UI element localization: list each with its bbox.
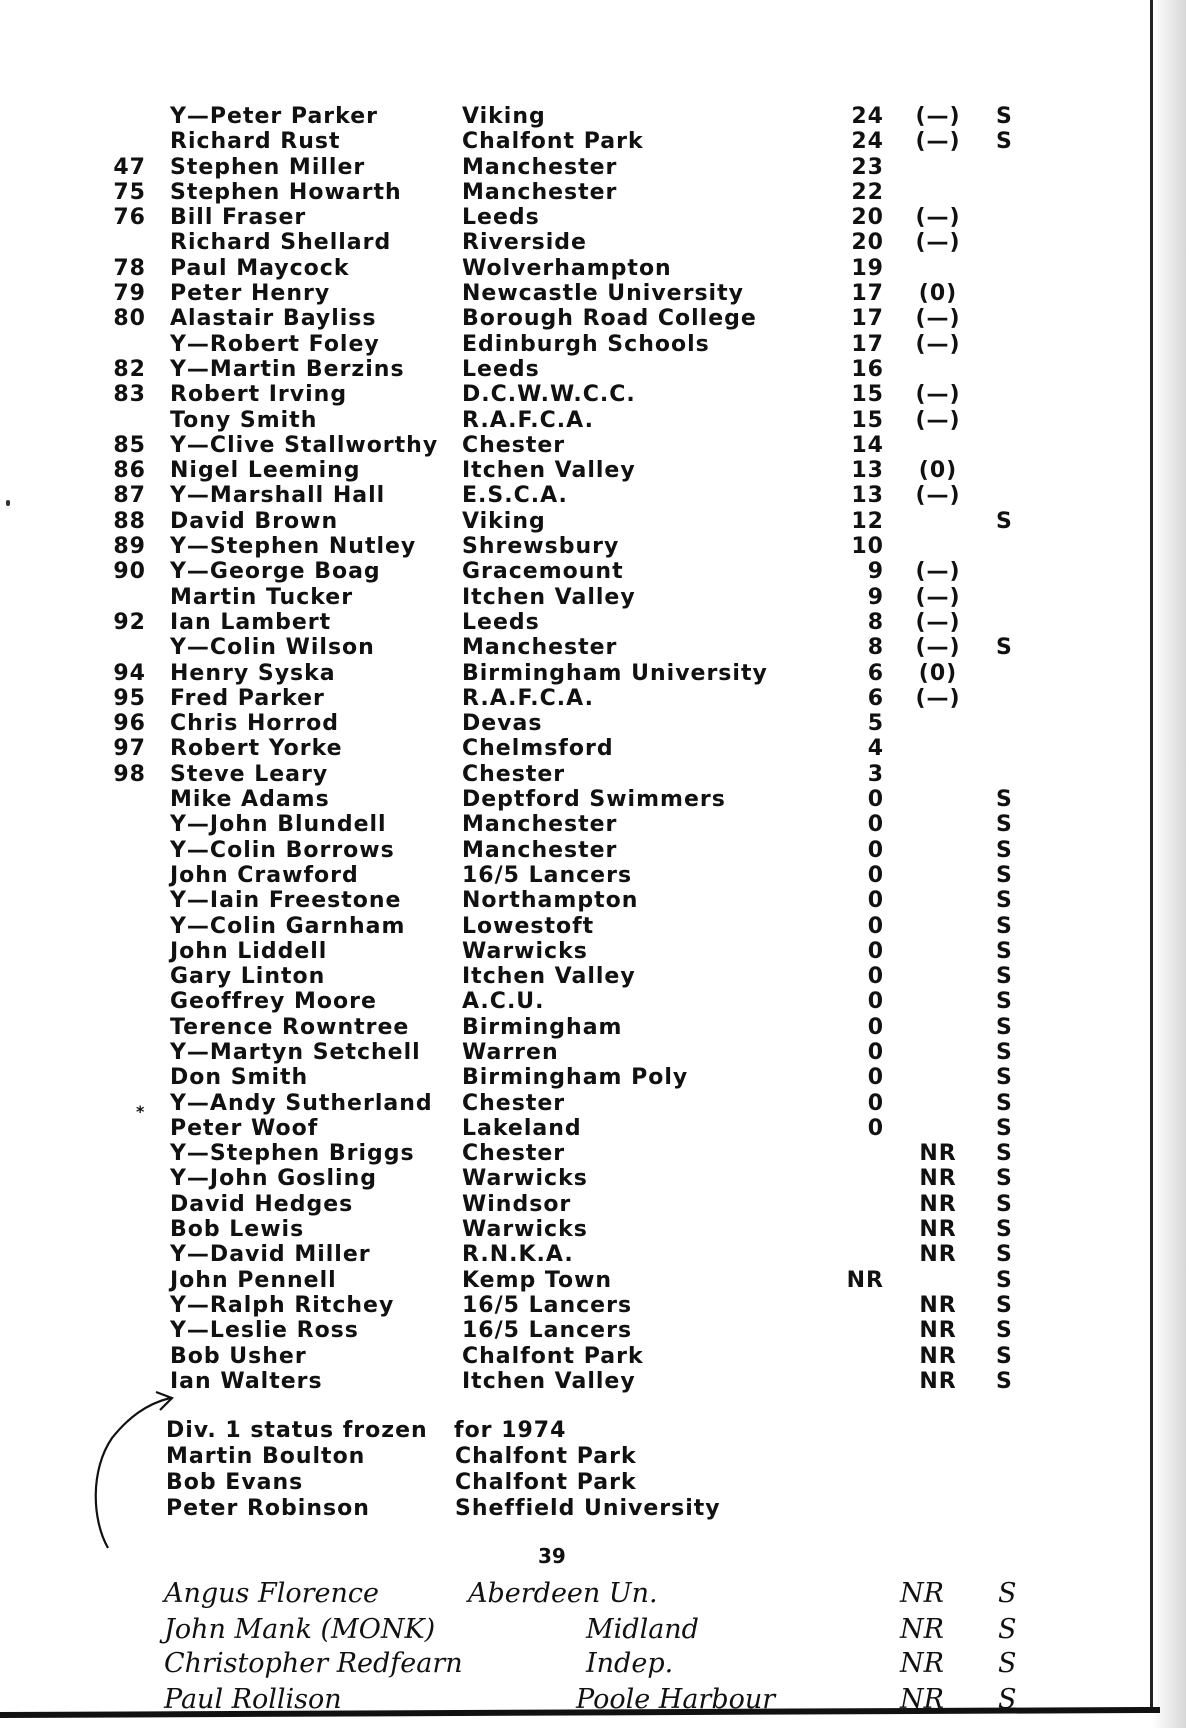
row-score: 17 [851,281,884,307]
row-club: R.A.F.C.A. [462,685,594,711]
row-club: Warwicks [462,938,588,964]
frozen-club: Chalfont Park [455,1470,637,1495]
row-score: 17 [851,306,884,332]
row-score: 17 [851,331,884,357]
row-club: Lakeland [462,1115,582,1141]
row-s-mark: S [996,1166,1013,1192]
row-name: Robert Irving [170,382,348,408]
row-club: Windsor [462,1191,572,1217]
row-score: 0 [867,1115,884,1141]
hand-nr: NR [900,1648,944,1679]
row-name: Stephen Miller [170,154,366,180]
hand-nr: NR [900,1578,944,1609]
frozen-label: Div. 1 status frozen [166,1418,428,1443]
row-name: Ian Walters [170,1368,323,1394]
row-score: 14 [851,432,884,458]
row-club: Leeds [462,609,540,635]
row-s-mark: S [996,837,1013,863]
row-name: Terence Rowntree [170,1014,410,1040]
row-club: Birmingham Poly [462,1065,689,1091]
row-score: 20 [851,205,884,231]
frozen-year: for 1974 [454,1418,567,1443]
row-s-mark: S [996,104,1013,129]
row-status: NR [919,1217,957,1243]
row-position: 83 [113,382,146,408]
row-club: Manchester [462,154,618,180]
row-club: Gracemount [462,559,624,585]
row-name: Y—Iain Freestone [170,888,402,914]
row-name: Stephen Howarth [170,179,402,205]
hand-name: Angus Florence [164,1578,379,1609]
row-club: Chester [462,1141,566,1167]
row-score: 8 [867,609,884,635]
row-s-mark: S [996,1065,1013,1091]
row-club: R.A.F.C.A. [462,407,594,433]
frozen-name: Bob Evans [166,1470,304,1495]
hand-s: S [998,1578,1017,1609]
hand-name: Paul Rollison [164,1684,342,1715]
row-name: Robert Yorke [170,736,343,762]
row-club: Devas [462,711,543,737]
star-mark: * [136,1102,145,1121]
row-club: Edinburgh Schools [462,331,710,357]
row-score: 20 [851,230,884,256]
row-status: (—) [915,306,961,332]
row-status: NR [919,1292,957,1318]
row-club: Shrewsbury [462,534,620,560]
row-name: Y—Ralph Ritchey [170,1292,395,1318]
row-status: NR [919,1166,957,1192]
row-club: Itchen Valley [462,1368,636,1394]
row-s-mark: S [996,1368,1013,1394]
row-score: 0 [867,1039,884,1065]
row-name: Y—Peter Parker [170,104,378,129]
row-club: Chester [462,761,566,787]
row-name: Y—Marshall Hall [170,483,386,509]
row-position: 96 [113,711,146,737]
row-s-mark: S [996,812,1013,838]
row-score: 10 [851,534,884,560]
row-s-mark: S [996,1343,1013,1369]
row-name: Y—Andy Sutherland [170,1090,433,1116]
row-name: Y—Stephen Nutley [170,534,417,560]
row-name: Y—David Miller [170,1242,371,1268]
row-club: Leeds [462,205,540,231]
row-score: 6 [867,685,884,711]
row-s-mark: S [996,888,1013,914]
row-name: Chris Horrod [170,711,340,737]
row-name: Bill Fraser [170,205,307,231]
row-score: 9 [867,559,884,585]
row-position: 79 [113,281,146,307]
row-score: 24 [851,129,884,155]
row-score: 5 [867,711,884,737]
row-score: 4 [867,736,884,762]
row-club: Manchester [462,179,618,205]
row-status: (—) [915,407,961,433]
frozen-name: Peter Robinson [166,1496,370,1521]
row-status: (—) [915,382,961,408]
row-club: Leeds [462,356,540,382]
row-name: Fred Parker [170,685,325,711]
row-name: Y—John Blundell [170,812,387,838]
row-name: Peter Henry [170,281,331,307]
row-club: Viking [462,104,546,129]
row-club: Lowestoft [462,913,595,939]
row-s-mark: S [996,1191,1013,1217]
row-score: NR [846,1267,884,1293]
row-score: 13 [851,483,884,509]
row-club: R.N.K.A. [462,1242,574,1268]
row-score: 24 [851,104,884,129]
row-score: 8 [867,635,884,661]
row-club: Viking [462,508,546,534]
row-position: 47 [113,154,146,180]
row-name: Tony Smith [170,407,318,433]
row-name: Bob Lewis [170,1217,305,1243]
row-club: Manchester [462,635,618,661]
row-status: (0) [918,281,958,307]
hand-nr: NR [900,1684,944,1715]
row-club: Itchen Valley [462,458,636,484]
row-name: Mike Adams [170,787,330,813]
row-score: 0 [867,938,884,964]
row-status: NR [919,1318,957,1344]
row-name: Y—Leslie Ross [170,1318,359,1344]
row-status: (—) [915,635,961,661]
row-club: Chalfont Park [462,1343,644,1369]
row-club: 16/5 Lancers [462,1318,633,1344]
row-score: 9 [867,584,884,610]
row-position: 78 [113,255,146,281]
hand-s: S [998,1684,1017,1715]
row-score: 0 [867,1065,884,1091]
row-status: (—) [915,104,961,129]
row-club: Manchester [462,837,618,863]
row-score: 22 [851,179,884,205]
row-club: Chester [462,432,566,458]
row-name: Martin Tucker [170,584,354,610]
hand-s: S [998,1614,1017,1645]
hand-nr: NR [900,1614,944,1645]
row-score: 15 [851,407,884,433]
row-club: Itchen Valley [462,584,636,610]
row-position: 90 [113,559,146,585]
row-position: 85 [113,432,146,458]
row-s-mark: S [996,1217,1013,1243]
row-club: 16/5 Lancers [462,1292,633,1318]
row-name: John Pennell [170,1267,337,1293]
row-name: Y—Colin Wilson [170,635,375,661]
row-status: (—) [915,230,961,256]
row-status: (—) [915,483,961,509]
row-position: 94 [113,660,146,686]
row-club: Itchen Valley [462,964,636,990]
row-s-mark: S [996,938,1013,964]
row-club: Chelmsford [462,736,614,762]
row-s-mark: S [996,964,1013,990]
row-s-mark: S [996,129,1013,155]
row-club: Northampton [462,888,639,914]
row-position: 82 [113,356,146,382]
row-score: 0 [867,989,884,1015]
row-club: Warwicks [462,1217,588,1243]
row-name: Alastair Bayliss [170,306,377,332]
row-score: 16 [851,356,884,382]
row-score: 6 [867,660,884,686]
row-score: 23 [851,154,884,180]
row-name: John Crawford [170,862,359,888]
row-s-mark: S [996,913,1013,939]
row-name: Y—Martin Berzins [170,356,405,382]
row-status: (—) [915,584,961,610]
row-club: Chester [462,1090,566,1116]
row-s-mark: S [996,1014,1013,1040]
row-position: 98 [113,761,146,787]
row-s-mark: S [996,635,1013,661]
row-status: NR [919,1141,957,1167]
row-score: 0 [867,1090,884,1116]
row-status: NR [919,1343,957,1369]
row-status: (—) [915,609,961,635]
row-s-mark: S [996,1115,1013,1141]
row-club: Chalfont Park [462,129,644,155]
row-status: (0) [918,458,958,484]
row-status: NR [919,1191,957,1217]
row-score: 0 [867,964,884,990]
row-s-mark: S [996,1292,1013,1318]
row-status: (—) [915,331,961,357]
row-s-mark: S [996,1318,1013,1344]
row-s-mark: S [996,787,1013,813]
row-status: (—) [915,129,961,155]
row-club: Kemp Town [462,1267,613,1293]
row-name: Y—Colin Borrows [170,837,395,863]
row-score: 0 [867,837,884,863]
row-club: Deptford Swimmers [462,787,726,813]
row-position: 97 [113,736,146,762]
row-score: 15 [851,382,884,408]
row-status: (—) [915,205,961,231]
row-name: Y—Clive Stallworthy [170,432,439,458]
row-status: (—) [915,559,961,585]
row-name: Richard Shellard [170,230,392,256]
hand-name: Christopher Redfearn [164,1648,463,1679]
row-s-mark: S [996,989,1013,1015]
row-name: Y—Colin Garnham [170,913,406,939]
row-position: 95 [113,685,146,711]
row-position: 75 [113,179,146,205]
row-status: (—) [915,685,961,711]
hand-club: Midland [586,1614,699,1645]
row-club: Riverside [462,230,587,256]
row-status: (0) [918,660,958,686]
frozen-club: Sheffield University [455,1496,721,1521]
row-name: Nigel Leeming [170,458,361,484]
row-club: Manchester [462,812,618,838]
row-status: NR [919,1368,957,1394]
row-score: 13 [851,458,884,484]
row-s-mark: S [996,1267,1013,1293]
row-score: 0 [867,913,884,939]
row-club: Warren [462,1039,559,1065]
row-name: David Hedges [170,1191,354,1217]
row-club: Birmingham University [462,660,768,686]
row-name: Y—George Boag [170,559,381,585]
row-name: Geoffrey Moore [170,989,377,1015]
row-club: Birmingham [462,1014,623,1040]
row-s-mark: S [996,508,1013,534]
row-name: David Brown [170,508,339,534]
row-club: Warwicks [462,1166,588,1192]
row-name: John Liddell [170,938,328,964]
row-score: 0 [867,787,884,813]
row-name: Y—Robert Foley [170,331,380,357]
hand-club: Poole Harbour [576,1684,776,1715]
row-club: Borough Road College [462,306,757,332]
row-score: 12 [851,508,884,534]
row-score: 0 [867,888,884,914]
row-name: Bob Usher [170,1343,307,1369]
row-name: Ian Lambert [170,609,332,635]
row-score: 0 [867,862,884,888]
row-position: 80 [113,306,146,332]
row-name: Y—Stephen Briggs [170,1141,415,1167]
hand-s: S [998,1648,1017,1679]
frozen-club: Chalfont Park [455,1444,637,1469]
row-club: E.S.C.A. [462,483,568,509]
row-status: NR [919,1242,957,1268]
row-s-mark: S [996,862,1013,888]
row-name: Henry Syska [170,660,336,686]
row-name: Richard Rust [170,129,341,155]
row-score: 0 [867,812,884,838]
row-club: A.C.U. [462,989,545,1015]
row-score: 3 [867,761,884,787]
row-s-mark: S [996,1141,1013,1167]
row-name: Peter Woof [170,1115,319,1141]
row-club: D.C.W.W.C.C. [462,382,636,408]
row-name: Steve Leary [170,761,329,787]
row-position: 76 [113,205,146,231]
row-position: 92 [113,609,146,635]
row-s-mark: S [996,1242,1013,1268]
row-club: Wolverhampton [462,255,672,281]
page-number: 39 [538,1544,566,1568]
hand-club: Aberdeen Un. [468,1578,658,1609]
row-score: 19 [851,255,884,281]
row-position: 86 [113,458,146,484]
row-position: 88 [113,508,146,534]
hand-name: John Mank (MONK) [164,1614,436,1645]
row-s-mark: S [996,1039,1013,1065]
row-name: Don Smith [170,1065,309,1091]
row-position: 89 [113,534,146,560]
row-name: Gary Linton [170,964,326,990]
row-score: 0 [867,1014,884,1040]
row-club: 16/5 Lancers [462,862,633,888]
row-position: 87 [113,483,146,509]
hand-club: Indep. [586,1648,674,1679]
frozen-name: Martin Boulton [166,1444,366,1469]
row-club: Newcastle University [462,281,744,307]
row-name: Paul Maycock [170,255,350,281]
row-s-mark: S [996,1090,1013,1116]
row-name: Y—Martyn Setchell [170,1039,421,1065]
row-name: Y—John Gosling [170,1166,377,1192]
